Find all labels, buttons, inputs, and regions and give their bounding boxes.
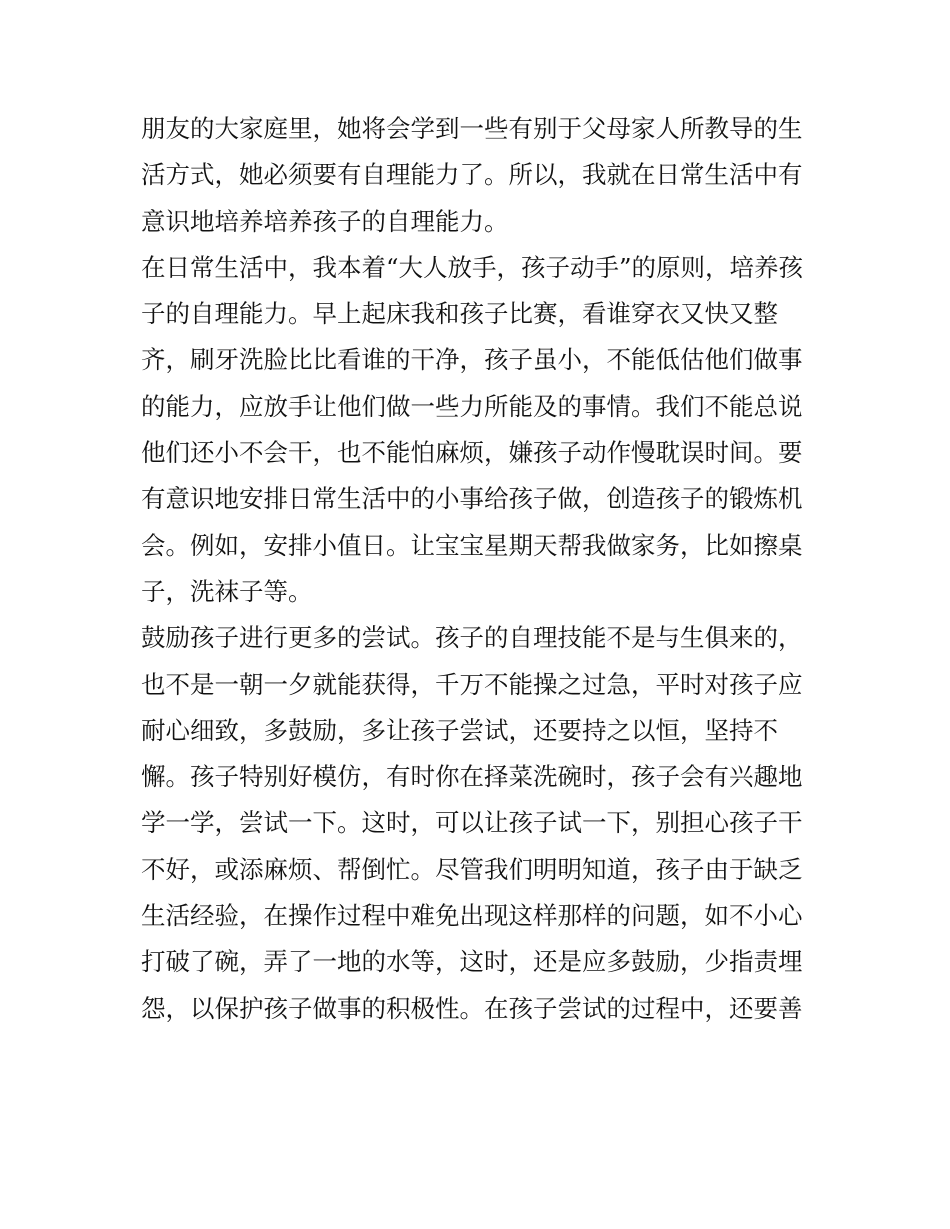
body-text xyxy=(141,106,821,1032)
text-line: 意识地培养培养孩子的自理能力。 xyxy=(141,206,509,236)
text-line: 朋友的大家庭里，她将会学到一些有别于父母家人所教导的生 xyxy=(141,114,803,143)
text-line: 子，洗袜子等。 xyxy=(141,576,313,606)
text-line: 耐心细致，多鼓励，多让孩子尝试，还要持之以恒，坚持不 xyxy=(141,715,778,745)
text-line: 有意识地安排日常生活中的小事给孩子做，创造孩子的锻炼机 xyxy=(141,484,803,514)
text-line: 生活经验，在操作过程中难免出现这样那样的问题，如不小心 xyxy=(141,901,803,931)
text-line: 的能力，应放手让他们做一些力所能及的事情。我们不能总说 xyxy=(141,391,803,421)
text-line: 打破了碗，弄了一地的水等，这时，还是应多鼓励，少指责埋 xyxy=(141,947,803,977)
text-line: 不好，或添麻烦、帮倒忙。尽管我们明明知道，孩子由于缺乏 xyxy=(141,854,803,884)
text-line: 在日常生活中，我本着“大人放手，孩子动手”的原则，培养孩 xyxy=(141,252,804,282)
text-line: 怨，以保护孩子做事的积极性。在孩子尝试的过程中，还要善 xyxy=(141,993,803,1023)
text-line: 齐，刷牙洗脸比比看谁的干净，孩子虽小，不能低估他们做事 xyxy=(141,345,803,375)
text-line: 子的自理能力。早上起床我和孩子比赛，看谁穿衣又快又整 xyxy=(141,299,778,329)
text-line: 学一学，尝试一下。这时，可以让孩子试一下，别担心孩子干 xyxy=(141,808,803,838)
text-line: 会。例如，安排小值日。让宝宝星期天帮我做家务，比如擦桌 xyxy=(141,530,803,560)
text-line: 懈。孩子特别好模仿，有时你在择菜洗碗时，孩子会有兴趣地 xyxy=(141,762,803,792)
text-line: 活方式，她必须要有自理能力了。所以，我就在日常生活中有 xyxy=(141,160,803,190)
text-line: 鼓励孩子进行更多的尝试。孩子的自理技能不是与生俱来的， xyxy=(141,623,803,653)
text-line: 也不是一朝一夕就能获得，千万不能操之过急，平时对孩子应 xyxy=(141,669,803,699)
text-line: 他们还小不会干，也不能怕麻烦，嫌孩子动作慢耽误时间。要 xyxy=(141,438,803,468)
